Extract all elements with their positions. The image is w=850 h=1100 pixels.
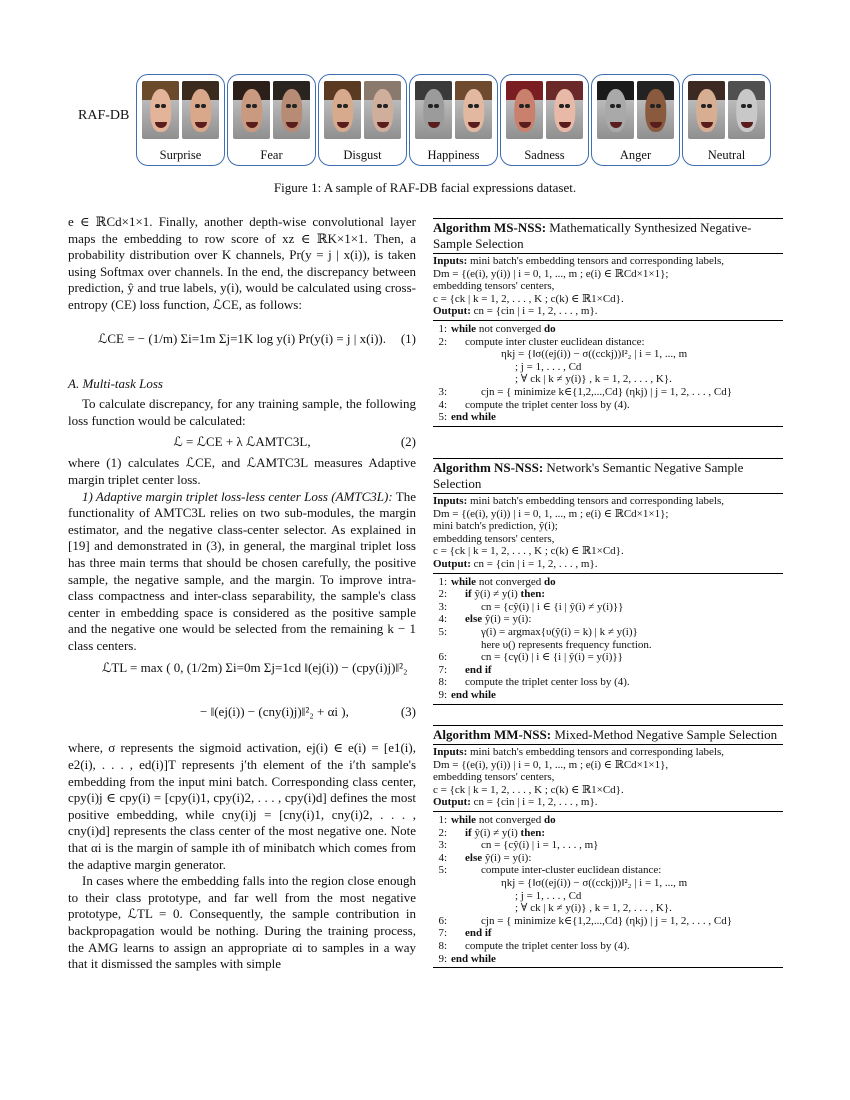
io-value: embedding tensors' centers, xyxy=(433,771,555,784)
algorithm-line xyxy=(433,323,783,336)
eye xyxy=(707,104,712,108)
line-body xyxy=(451,411,496,424)
paragraph-intro: e ∈ ℝCd×1×1. Finally, another depth-wise convolutional layer maps the embedding to row score of xz ∈ ℝK×1×1. Then, a probability distribution over K channels, Pr(y = j | x(i)), is taken using Softmax over channels. In the end, the discrepancy between prediction, ŷ and true labels, y(i), would be calculated using cross-entropy (CE) loss function, ℒCE, as follows: xyxy=(68,214,416,312)
algorithm-ns-nss xyxy=(433,458,783,705)
algorithm-line xyxy=(433,814,783,827)
eyes xyxy=(195,104,205,108)
photo-pair xyxy=(233,81,310,139)
keyword: while xyxy=(451,322,479,335)
algorithm-line xyxy=(433,348,783,361)
eye xyxy=(468,104,473,108)
algorithm-line xyxy=(433,639,783,652)
algorithm-io-line xyxy=(433,508,783,521)
line-body xyxy=(451,336,645,349)
line-body xyxy=(451,639,652,652)
keyword: end while xyxy=(451,411,496,424)
paragraph-amtc3l xyxy=(68,489,416,655)
line-body xyxy=(451,940,630,953)
algorithm-name: Algorithm MM-NSS: xyxy=(433,727,552,742)
keyword: while xyxy=(451,575,479,588)
dataset-label: RAF-DB xyxy=(78,108,130,123)
statement: here υ() represents frequency function. xyxy=(481,638,652,651)
left-column xyxy=(68,214,416,973)
algorithm-line xyxy=(433,336,783,349)
statement: ; j = 1, . . . , Cd xyxy=(515,360,582,373)
algorithm-line xyxy=(433,651,783,664)
line-body xyxy=(451,373,672,386)
eyes xyxy=(468,104,478,108)
algorithm-io xyxy=(433,254,783,321)
statement: ; j = 1, . . . , Cd xyxy=(515,889,582,902)
eyes xyxy=(519,104,529,108)
line-number xyxy=(433,373,451,386)
keyword: end if xyxy=(465,927,492,940)
line-body xyxy=(451,676,630,689)
io-value: c = {ck | k = 1, 2, . . . , K ; c(k) ∈ ℝ1×Cd}. xyxy=(433,783,624,796)
eye xyxy=(434,104,439,108)
eye xyxy=(246,104,251,108)
statement: cjn = { minimize k∈{1,2,...,Cd} (ηkj) | j = 1, 2, . . . , Cd} xyxy=(481,914,732,927)
face-photo xyxy=(688,81,725,139)
line-body xyxy=(451,852,531,865)
io-value: cn = {cin | i = 1, 2, . . . , m}. xyxy=(473,796,598,809)
line-number: 2: xyxy=(438,588,447,601)
line-number xyxy=(433,902,451,915)
figure-caption: Figure 1: A sample of RAF-DB facial expressions dataset. xyxy=(273,180,577,195)
statement: ; ∀ ck | k ≠ y(i)} , k = 1, 2, . . . , K}. xyxy=(515,902,672,915)
algorithm-line xyxy=(433,588,783,601)
statement: ŷ(i) ≠ y(i) xyxy=(474,588,521,601)
line-number: 3: xyxy=(438,385,447,398)
algorithm-line xyxy=(433,827,783,840)
line-body xyxy=(451,915,732,928)
eyes xyxy=(246,104,256,108)
line-number xyxy=(433,890,451,903)
eye xyxy=(292,104,297,108)
expression-label: Neutral xyxy=(707,148,746,162)
algorithm-title xyxy=(433,458,783,494)
algorithm-line xyxy=(433,864,783,877)
eyes xyxy=(337,104,347,108)
io-value: cn = {cin | i = 1, 2, . . . , m}. xyxy=(473,557,598,570)
line-number: 9: xyxy=(438,952,447,965)
eye xyxy=(195,104,200,108)
keyword: do xyxy=(543,322,556,335)
line-number: 1: xyxy=(438,813,447,826)
statement: compute the triplet center loss by (4). xyxy=(465,939,630,952)
line-body xyxy=(451,361,581,374)
io-value: mini batch's embedding tensors and corresponding labels, xyxy=(470,746,725,758)
statement: not converged xyxy=(478,322,544,335)
face-photo xyxy=(455,81,492,139)
eyes xyxy=(155,104,165,108)
line-number: 7: xyxy=(438,663,447,676)
line-number: 5: xyxy=(438,625,447,638)
eye xyxy=(519,104,524,108)
line-body xyxy=(451,601,623,614)
algorithm-io-line xyxy=(433,796,783,809)
eye xyxy=(428,104,433,108)
statement: ŷ(i) ≠ y(i) xyxy=(474,826,521,839)
line-number: 1: xyxy=(438,322,447,335)
eye xyxy=(616,104,621,108)
line-number: 2: xyxy=(438,826,447,839)
eyes xyxy=(428,104,438,108)
eyes xyxy=(286,104,296,108)
algorithm-mm-nss xyxy=(433,725,783,968)
eye xyxy=(252,104,257,108)
paragraph-amtc3l-text: The functionality of AMTC3L relies on two sub-modules, the margin estimator, and the negative class-center selector. As explained in [19] and demonstrated in (3), in general, the marginal triplet loss has three main terms that should be chosen carefully, the positive sample, the negative sample, and the margin. To improve intra-class compactness and inter-class separability, the sample's class center in embedding space is considered as the positive sample and the negative one would be selected from the remaining k − 1 class centers. xyxy=(68,488,416,653)
line-body xyxy=(451,839,598,852)
eyes xyxy=(650,104,660,108)
line-number: 6: xyxy=(438,651,447,664)
section-heading-multitask-loss: A. Multi-task Loss xyxy=(68,375,163,391)
subsection-heading-amtc3l: 1) Adaptive margin triplet loss-less center Loss (AMTC3L): xyxy=(82,488,393,504)
algorithm-line xyxy=(433,386,783,399)
statement: not converged xyxy=(478,575,544,588)
algorithm-line xyxy=(433,915,783,928)
statement: cn = {cŷ(i) | i = 1, . . . , m} xyxy=(481,839,599,852)
line-body xyxy=(451,953,496,966)
algorithm-ms-nss xyxy=(433,218,783,427)
statement: compute inter cluster euclidean distance: xyxy=(465,335,645,348)
algorithm-lines xyxy=(433,321,783,427)
algorithm-io-line xyxy=(433,293,783,306)
eye xyxy=(155,104,160,108)
algorithm-line xyxy=(433,411,783,424)
photo-pair xyxy=(506,81,583,139)
equation-3-number: (3) xyxy=(400,704,416,720)
io-value: mini batch's embedding tensors and corresponding labels, xyxy=(470,495,725,507)
algorithm-line xyxy=(433,399,783,412)
algorithm-line xyxy=(433,890,783,903)
algorithm-lines xyxy=(433,812,783,968)
line-body xyxy=(451,902,672,915)
eye xyxy=(337,104,342,108)
keyword: while xyxy=(451,813,479,826)
expression-label: Disgust xyxy=(343,148,382,162)
line-body xyxy=(451,613,531,626)
statement: ŷ(i) = y(i): xyxy=(484,851,532,864)
keyword: then: xyxy=(520,588,545,601)
algorithm-name: Algorithm NS-NSS: xyxy=(433,460,544,475)
eye xyxy=(201,104,206,108)
algorithm-line xyxy=(433,373,783,386)
algorithm-line xyxy=(433,689,783,702)
eye xyxy=(656,104,661,108)
line-body xyxy=(451,890,581,903)
photo-pair xyxy=(415,81,492,139)
face-photo xyxy=(324,81,361,139)
expression-label: Anger xyxy=(619,148,652,162)
eye xyxy=(741,104,746,108)
line-body xyxy=(451,877,687,890)
algorithm-line xyxy=(433,576,783,589)
statement: compute the triplet center loss by (4). xyxy=(465,398,630,411)
equation-2-number: (2) xyxy=(400,434,416,450)
paragraph-sigmoid: where, σ represents the sigmoid activation, ej(i) ∈ e(i) = [e1(i), e2(i), . . . , ed(i)]T represents j′th element of the i′th sample's embedding from the input mini batch. Corresponding class center, cpy(i)j ∈ cpy(i) = [cpy(i)1, cpy(i)2, . . . , cpy(i)d] defines the most positive embedding, while cny(i)j = [cny(i)1, cny(i)2, . . . , cny(i)d] represents the class center of the most negative one. Note that αi is the margin of sample ith of minibatch which comes from the adaptive margin generator. xyxy=(68,740,416,872)
io-key: Inputs: xyxy=(433,255,470,267)
eye xyxy=(565,104,570,108)
face-photo xyxy=(273,81,310,139)
algorithm-io-line xyxy=(433,784,783,797)
line-number: 6: xyxy=(438,914,447,927)
expression-card-disgust xyxy=(318,74,407,166)
line-number: 8: xyxy=(438,676,447,689)
algorithm-io-line xyxy=(433,305,783,318)
io-value: c = {ck | k = 1, 2, . . . , K ; c(k) ∈ ℝ1×Cd}. xyxy=(433,292,624,305)
keyword: end while xyxy=(451,688,496,701)
io-key: Output: xyxy=(433,305,474,318)
eye xyxy=(525,104,530,108)
algorithm-title-text: Network's Semantic Negative Sample Selection xyxy=(433,460,744,491)
algorithm-io-line xyxy=(433,558,783,571)
line-number xyxy=(433,348,451,361)
io-value: embedding tensors' centers, xyxy=(433,280,555,293)
algorithm-line xyxy=(433,877,783,890)
keyword: end if xyxy=(465,663,492,676)
line-body xyxy=(451,399,630,412)
eye xyxy=(343,104,348,108)
line-number: 5: xyxy=(438,411,447,424)
algorithm-io-line xyxy=(433,771,783,784)
line-number: 7: xyxy=(438,927,447,940)
line-body xyxy=(451,689,496,702)
algorithm-line xyxy=(433,852,783,865)
line-number: 1: xyxy=(438,575,447,588)
face-photo xyxy=(546,81,583,139)
expression-label: Sadness xyxy=(524,148,565,162)
line-number: 9: xyxy=(438,688,447,701)
algorithm-line xyxy=(433,953,783,966)
equation-2-body: ℒ = ℒCE + λ ℒAMTC3L, xyxy=(173,434,311,450)
statement: ; ∀ ck | k ≠ y(i)} , k = 1, 2, . . . , K}. xyxy=(515,373,672,386)
keyword: end while xyxy=(451,952,496,965)
io-key: Inputs: xyxy=(433,746,470,758)
paragraph-backprop: In cases where the embedding falls into the region close enough to their class prototype, and far well from the most negative prototype, ℒTL = 0. Consequently, the sample contribution in backpropagation would be nothing. During the training process, the AMG learns to assign an appropriate αi to samples in a way that it dismissed the samples with simple xyxy=(68,873,416,972)
line-number: 4: xyxy=(438,851,447,864)
algorithm-io-line xyxy=(433,268,783,281)
io-value: Dm = {(e(i), y(i)) | i = 0, 1, ..., m ; e(i) ∈ ℝCd×1×1}, xyxy=(433,758,669,771)
expression-card-fear xyxy=(227,74,316,166)
equation-1 xyxy=(68,314,416,366)
eye xyxy=(747,104,752,108)
statement: cn = {cŷ(i) | i ∈ {i | ŷ(i) ≠ y(i)}} xyxy=(481,600,624,613)
statement: ŷ(i) = y(i): xyxy=(484,613,532,626)
line-number xyxy=(433,639,451,652)
expression-card-sadness xyxy=(500,74,589,166)
line-body xyxy=(451,827,545,840)
keyword: else xyxy=(465,613,485,626)
line-number: 3: xyxy=(438,600,447,613)
face-photo xyxy=(364,81,401,139)
eye xyxy=(701,104,706,108)
algorithm-name: Algorithm MS-NSS: xyxy=(433,220,547,235)
keyword: if xyxy=(465,588,475,601)
eyes xyxy=(559,104,569,108)
face-photo xyxy=(728,81,765,139)
statement: compute the triplet center loss by (4). xyxy=(465,676,630,689)
statement: cjn = { minimize k∈{1,2,...,Cd} (ηkj) | j = 1, 2, . . . , Cd} xyxy=(481,385,732,398)
eye xyxy=(559,104,564,108)
face-photo xyxy=(182,81,219,139)
eye xyxy=(286,104,291,108)
algorithm-io xyxy=(433,745,783,812)
eye xyxy=(474,104,479,108)
face-photo xyxy=(142,81,179,139)
io-value: Dm = {(e(i), y(i)) | i = 0, 1, ..., m ; e(i) ∈ ℝCd×1×1}; xyxy=(433,267,669,280)
algorithm-io-line xyxy=(433,280,783,293)
expression-card-neutral xyxy=(682,74,771,166)
line-number: 5: xyxy=(438,864,447,877)
algorithm-title xyxy=(433,218,783,254)
io-key: Output: xyxy=(433,557,474,570)
statement: cn = {cγ(i) | i ∈ {i | ŷ(i) = y(i)}} xyxy=(481,651,623,664)
io-value: mini batch's prediction, ŷ(i); xyxy=(433,520,558,533)
keyword: if xyxy=(465,826,475,839)
line-body xyxy=(451,927,492,940)
io-value: Dm = {(e(i), y(i)) | i = 0, 1, ..., m ; e(i) ∈ ℝCd×1×1}; xyxy=(433,507,669,520)
keyword: do xyxy=(543,813,556,826)
line-number: 3: xyxy=(438,839,447,852)
expression-label: Fear xyxy=(260,148,283,162)
expression-label: Happiness xyxy=(427,148,480,162)
io-key: Output: xyxy=(433,796,474,809)
io-key: Inputs: xyxy=(433,495,470,507)
algorithm-line xyxy=(433,839,783,852)
algorithm-lines xyxy=(433,574,783,705)
face-photo xyxy=(597,81,634,139)
statement: γ(i) = argmax{υ(ŷ(i) = k) | k ≠ y(i)} xyxy=(481,625,638,638)
expression-card-happiness xyxy=(409,74,498,166)
line-number xyxy=(433,877,451,890)
face-photo xyxy=(415,81,452,139)
algorithm-title-text: Mathematically Synthesized Negative-Sample Selection xyxy=(433,220,752,251)
face-photo xyxy=(637,81,674,139)
algorithm-line xyxy=(433,601,783,614)
algorithm-io-line xyxy=(433,533,783,546)
equation-3 xyxy=(68,654,416,740)
line-body xyxy=(451,576,556,589)
line-body xyxy=(451,814,556,827)
algorithm-line xyxy=(433,676,783,689)
line-body xyxy=(451,348,687,361)
face-photo xyxy=(506,81,543,139)
algorithm-line xyxy=(433,361,783,374)
equation-1-body: ℒCE = − (1/m) Σi=1m Σj=1K log y(i) Pr(y(i) = j | x(i)). xyxy=(98,331,386,347)
eye xyxy=(610,104,615,108)
line-number: 2: xyxy=(438,335,447,348)
eye xyxy=(650,104,655,108)
line-body xyxy=(451,651,623,664)
photo-pair xyxy=(324,81,401,139)
algorithm-io-line xyxy=(433,545,783,558)
algorithm-line xyxy=(433,927,783,940)
algorithm-io xyxy=(433,494,783,574)
algorithm-line xyxy=(433,664,783,677)
algorithm-io-line xyxy=(433,520,783,533)
face-photo xyxy=(233,81,270,139)
line-body xyxy=(451,323,556,336)
eye xyxy=(377,104,382,108)
equation-2 xyxy=(68,429,416,455)
paragraph-discrepancy: To calculate discrepancy, for any training sample, the following loss function would be calculated: xyxy=(68,396,416,428)
equation-3-line-1: ℒTL = max ( 0, (1/2m) Σi=0m Σj=1cd ‖(ej(i)) − (cpy(i)j)‖²₂ xyxy=(102,660,408,676)
line-body xyxy=(451,864,661,877)
algorithm-line xyxy=(433,940,783,953)
line-number: 4: xyxy=(438,398,447,411)
eyes xyxy=(701,104,711,108)
statement: compute inter-cluster euclidean distance: xyxy=(481,864,662,877)
line-number xyxy=(433,361,451,374)
expression-card-anger xyxy=(591,74,680,166)
keyword: else xyxy=(465,851,485,864)
statement: ηkj = {‖σ((ej(i)) − σ((cckj))‖²₂ | i = 1, ..., m xyxy=(501,348,688,361)
eye xyxy=(383,104,388,108)
statement: not converged xyxy=(478,813,544,826)
photo-pair xyxy=(597,81,674,139)
eyes xyxy=(377,104,387,108)
algorithm-line xyxy=(433,626,783,639)
algorithm-title xyxy=(433,725,783,745)
line-body xyxy=(451,664,492,677)
equation-1-number: (1) xyxy=(400,331,416,347)
algorithm-io-line xyxy=(433,746,783,759)
line-number: 8: xyxy=(438,939,447,952)
equation-3-line-2: − ‖(ej(i)) − (cny(i)j)‖²₂ + αi ), xyxy=(200,704,349,720)
algorithm-io-line xyxy=(433,759,783,772)
eyes xyxy=(741,104,751,108)
expression-card-surprise xyxy=(136,74,225,166)
line-body xyxy=(451,386,732,399)
statement: ηkj = {‖σ((ej(i)) − σ((cckj))‖²₂ | i = 1, ..., m xyxy=(501,876,688,889)
eye xyxy=(161,104,166,108)
line-body xyxy=(451,588,545,601)
line-body xyxy=(451,626,638,639)
expression-label: Surprise xyxy=(159,148,202,162)
photo-pair xyxy=(688,81,765,139)
algorithm-line xyxy=(433,613,783,626)
io-value: c = {ck | k = 1, 2, . . . , K ; c(k) ∈ ℝ1×Cd}. xyxy=(433,545,624,558)
io-value: cn = {cin | i = 1, 2, . . . , m}. xyxy=(473,305,598,318)
algorithm-line xyxy=(433,902,783,915)
algorithm-io-line xyxy=(433,255,783,268)
paragraph-where-1: where (1) calculates ℒCE, and ℒAMTC3L measures Adaptive margin triplet center loss. xyxy=(68,455,416,487)
photo-pair xyxy=(142,81,219,139)
keyword: then: xyxy=(520,826,545,839)
algorithm-title-text: Mixed-Method Negative Sample Selection xyxy=(554,727,778,742)
line-number: 4: xyxy=(438,613,447,626)
algorithm-io-line xyxy=(433,495,783,508)
io-value: mini batch's embedding tensors and corresponding labels, xyxy=(470,255,725,267)
keyword: do xyxy=(543,575,556,588)
eyes xyxy=(610,104,620,108)
io-value: embedding tensors' centers, xyxy=(433,532,555,545)
